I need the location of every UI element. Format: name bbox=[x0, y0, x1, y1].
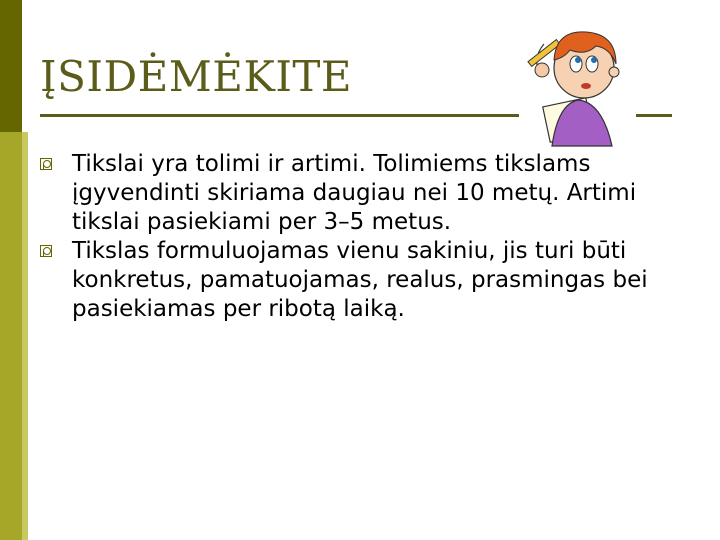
list-item bbox=[40, 150, 700, 237]
title-underline-end bbox=[636, 114, 672, 117]
checkbox-bullet-icon bbox=[40, 245, 52, 257]
bullet-text: Tikslas formuluojamas vienu sakiniu, jis turi būti konkretus, pamatuojamas, realus, prasmingas bei pasiekiamas per ribotą laiką. bbox=[72, 238, 648, 322]
slide-title: ĮSIDĖMĖKITE bbox=[40, 52, 353, 101]
list-item bbox=[40, 237, 700, 324]
title-underline bbox=[40, 114, 519, 117]
checkbox-bullet-icon bbox=[40, 158, 52, 170]
thinking-person-with-pencil-icon bbox=[520, 14, 630, 150]
left-bar-light bbox=[0, 132, 22, 540]
bullet-list bbox=[40, 150, 700, 324]
left-bar-dark bbox=[0, 0, 22, 132]
bullet-text: Tikslai yra tolimi ir artimi. Tolimiems tikslams įgyvendinti skiriama daugiau nei 10 metų. Artimi tikslai pasiekiami per 3–5 metus. bbox=[72, 151, 637, 235]
left-bar-accent bbox=[22, 132, 28, 540]
